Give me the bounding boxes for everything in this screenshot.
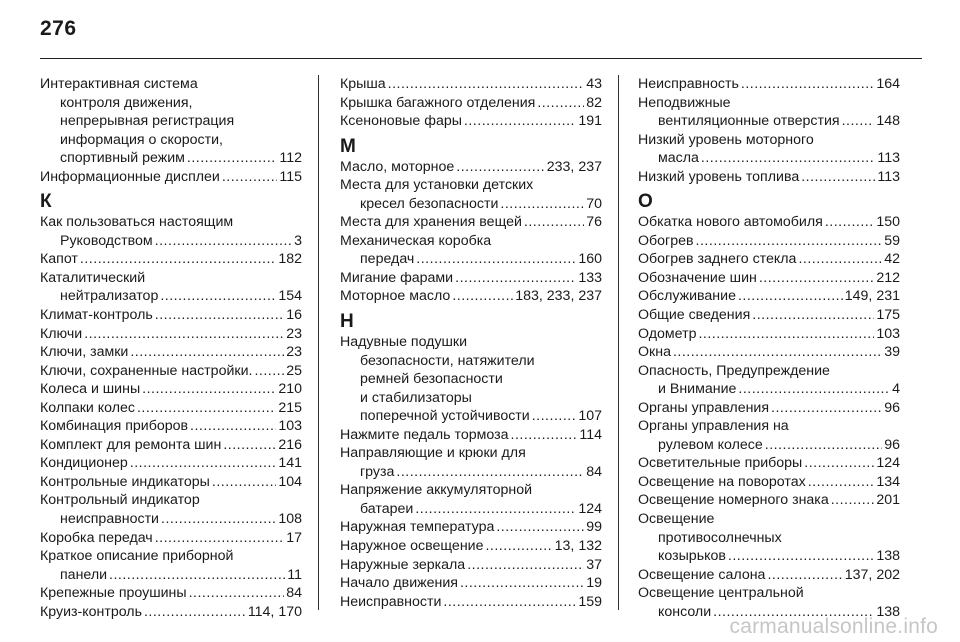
entry-text: и стабилизаторы — [360, 389, 472, 406]
dot-leader — [142, 380, 276, 399]
index-entry[interactable] — [638, 306, 900, 325]
index-entry[interactable] — [40, 473, 302, 492]
entry-text: Контрольный индикатор — [40, 492, 200, 509]
entry-text: Низкий уровень топлива — [638, 168, 800, 185]
entry-text: Краткое описание приборной — [40, 548, 234, 565]
entry-text: груза — [360, 463, 395, 480]
entry-text: Обозначение шин — [638, 269, 757, 286]
dot-leader — [801, 168, 875, 187]
dot-leader — [212, 473, 276, 492]
index-letter-heading: М — [340, 135, 356, 157]
dot-leader — [155, 529, 285, 548]
entry-text: Моторное масло — [340, 288, 451, 305]
dot-leader — [771, 399, 882, 418]
dot-leader — [456, 158, 545, 177]
entry-text: Каталитический — [40, 269, 146, 286]
entry-text: Крышка багажного отделения — [340, 94, 536, 111]
entry-text: Органы управления — [638, 399, 770, 416]
entry-text: Неисправность — [638, 76, 739, 92]
dot-leader — [804, 454, 874, 473]
entry-text: Надувные подушки — [340, 334, 468, 351]
entry-text: непрерывная регистрация — [60, 113, 235, 130]
entry-text: Обслуживание — [638, 288, 736, 305]
page-reference[interactable]: 141 — [278, 455, 302, 472]
page-reference[interactable]: 114 — [579, 426, 602, 443]
dot-leader — [701, 149, 875, 168]
column-divider — [318, 75, 319, 610]
entry-text: Контрольные индикаторы — [40, 473, 210, 490]
entry-text: Капот — [40, 251, 78, 268]
page-reference[interactable]: 114, 170 — [247, 603, 302, 620]
page-reference[interactable]: 113 — [877, 168, 900, 185]
index-entry[interactable] — [340, 518, 602, 537]
entry-text: Комплект для ремонта шин — [40, 436, 222, 453]
page-reference[interactable]: 107 — [578, 408, 602, 425]
page-reference[interactable]: 104 — [278, 473, 302, 490]
entry-text: Окна — [638, 344, 671, 361]
page-reference[interactable]: 134 — [876, 473, 900, 490]
index-entry[interactable] — [638, 566, 900, 585]
entry-text: Освещение номерного знака — [638, 492, 829, 509]
entry-text: панели — [60, 566, 108, 583]
index-entry[interactable] — [340, 556, 602, 575]
entry-text: Обкатка нового автомобиля — [638, 214, 823, 231]
index-entry[interactable] — [340, 333, 602, 426]
page-reference[interactable]: 212 — [876, 269, 900, 286]
entry-text: Органы управления на — [638, 418, 789, 435]
index-column-3 — [638, 75, 900, 621]
entry-text: передач — [360, 251, 415, 268]
index-entry[interactable] — [40, 547, 302, 584]
page-reference[interactable]: 133 — [578, 269, 602, 286]
dot-leader — [759, 269, 875, 288]
page-reference[interactable]: 124 — [876, 455, 900, 472]
page-reference[interactable]: 13, 132 — [554, 538, 602, 555]
page-reference[interactable]: 96 — [884, 399, 900, 416]
entry-text: Крыша — [340, 76, 386, 92]
page-number: 276 — [40, 17, 77, 40]
entry-text: поперечной устойчивости — [360, 408, 530, 425]
dot-leader — [728, 547, 874, 566]
dot-leader — [187, 149, 277, 168]
index-entry[interactable] — [340, 537, 602, 556]
index-column-2 — [340, 75, 602, 611]
dot-leader — [416, 250, 576, 269]
entry-text: Крепежные проушины — [40, 585, 187, 602]
page-reference[interactable]: 4 — [892, 381, 900, 398]
page-reference[interactable]: 160 — [578, 251, 602, 268]
page-reference[interactable]: 137, 202 — [844, 566, 900, 583]
page-reference[interactable]: 70 — [586, 195, 602, 212]
dot-leader — [84, 325, 284, 344]
dot-leader — [452, 287, 513, 306]
page-reference[interactable]: 148 — [876, 113, 900, 130]
index-entry[interactable] — [340, 269, 602, 288]
dot-leader — [831, 491, 875, 510]
index-entry[interactable] — [638, 269, 900, 288]
entry-text: Ксеноновые фары — [340, 113, 462, 130]
page-reference[interactable]: 215 — [278, 399, 302, 416]
index-entry[interactable] — [638, 454, 900, 473]
dot-leader — [500, 195, 584, 214]
entry-text: Кондиционер — [40, 455, 128, 472]
entry-text: Колпаки колес — [40, 399, 135, 416]
dot-leader — [767, 566, 842, 585]
index-entry[interactable] — [638, 362, 900, 399]
dot-leader — [189, 584, 285, 603]
dot-leader — [496, 518, 584, 537]
page-reference[interactable]: 159 — [578, 593, 602, 610]
index-entry[interactable] — [340, 112, 602, 131]
index-entry[interactable] — [340, 593, 602, 612]
dot-leader — [524, 213, 584, 232]
entry-text: Направляющие и крюки для — [340, 445, 526, 462]
dot-leader — [388, 75, 585, 94]
dot-leader — [460, 574, 584, 593]
entry-text: Освещение центральной — [638, 585, 804, 602]
dot-leader — [130, 343, 284, 362]
dot-leader — [741, 75, 874, 94]
page-reference[interactable]: 201 — [876, 492, 900, 509]
dot-leader — [752, 306, 874, 325]
page-reference[interactable]: 154 — [278, 288, 302, 305]
dot-leader — [161, 510, 276, 529]
dot-leader — [698, 325, 874, 344]
index-entry[interactable] — [40, 213, 302, 250]
index-letter-heading: Н — [340, 311, 354, 333]
entry-text: Круиз-контроль — [40, 603, 142, 620]
entry-text: Мигание фарами — [340, 269, 454, 286]
index-entry[interactable] — [40, 168, 302, 187]
index-entry[interactable] — [40, 250, 302, 269]
page-reference[interactable]: 99 — [586, 519, 602, 536]
entry-text: безопасности, натяжители — [360, 352, 535, 369]
page-reference[interactable]: 16 — [286, 307, 302, 324]
page-reference[interactable]: 138 — [876, 548, 900, 565]
page-reference[interactable]: 103 — [278, 418, 302, 435]
index-entry[interactable] — [40, 454, 302, 473]
index-entry[interactable] — [340, 574, 602, 593]
index-entry[interactable] — [40, 306, 302, 325]
page-reference[interactable]: 150 — [876, 214, 900, 231]
dot-leader — [415, 500, 576, 519]
dot-leader — [537, 94, 584, 113]
entry-text: Комбинация приборов — [40, 418, 189, 435]
page-reference[interactable]: 103 — [876, 325, 900, 342]
page-reference[interactable]: 23 — [286, 325, 302, 342]
dot-leader — [137, 399, 276, 418]
index-entry[interactable] — [40, 325, 302, 344]
page-reference[interactable]: 76 — [586, 214, 602, 231]
page-reference[interactable]: 138 — [876, 603, 900, 620]
entry-text: рулевом колесе — [658, 436, 763, 453]
index-entry[interactable] — [340, 444, 602, 481]
entry-text: консоли — [658, 603, 712, 620]
dot-leader — [443, 593, 576, 612]
entry-text: Низкий уровень моторного — [638, 131, 814, 148]
index-entry[interactable] — [40, 269, 302, 306]
index-entry[interactable] — [40, 362, 302, 381]
index-entry[interactable] — [40, 75, 302, 168]
entry-text: Климат-контроль — [40, 307, 153, 324]
entry-text: контроля движения, — [60, 94, 193, 111]
entry-text: Места для установки детских — [340, 177, 534, 194]
index-entry[interactable] — [638, 232, 900, 251]
page-reference[interactable]: 113 — [877, 150, 900, 167]
entry-text: Освещение на поворотах — [638, 473, 806, 490]
column-divider — [618, 75, 619, 610]
page-reference[interactable]: 43 — [586, 76, 602, 92]
entry-text: Обогрев заднего стекла — [638, 251, 797, 268]
index-entry[interactable] — [340, 158, 602, 177]
page-reference[interactable]: 25 — [286, 362, 302, 379]
index-entry[interactable] — [340, 75, 602, 94]
index-entry[interactable] — [638, 94, 900, 131]
page-reference[interactable]: 84 — [586, 463, 602, 480]
index-entry[interactable] — [40, 529, 302, 548]
entry-text: козырьков — [658, 548, 726, 565]
page-reference[interactable]: 124 — [578, 500, 602, 517]
page-reference[interactable]: 175 — [876, 307, 900, 324]
index-entry[interactable] — [638, 213, 900, 232]
page-reference[interactable]: 82 — [586, 94, 602, 111]
index-entry[interactable] — [40, 380, 302, 399]
entry-text: Нажмите педаль тормоза — [340, 426, 509, 443]
entry-text: нейтрализатор — [60, 288, 159, 305]
entry-text: спортивный режим — [60, 150, 185, 167]
index-entry[interactable] — [638, 491, 900, 510]
entry-text: ремней безопасности — [360, 371, 503, 388]
entry-text: вентиляционные отверстия — [658, 113, 840, 130]
dot-leader — [738, 287, 843, 306]
index-entry[interactable] — [340, 287, 602, 306]
entry-text: Колеса и шины — [40, 381, 141, 398]
page-reference[interactable]: 149, 231 — [844, 288, 900, 305]
page-reference[interactable]: 216 — [278, 436, 302, 453]
entry-text: Напряжение аккумуляторной — [340, 482, 533, 499]
page-reference[interactable]: 23 — [286, 344, 302, 361]
index-entry[interactable] — [638, 399, 900, 418]
dot-leader — [673, 343, 882, 362]
index-entry[interactable] — [40, 491, 302, 528]
dot-leader — [825, 213, 875, 232]
index-entry[interactable] — [40, 603, 302, 622]
page-reference[interactable]: 182 — [278, 251, 302, 268]
page-reference[interactable]: 112 — [279, 150, 302, 167]
dot-leader — [396, 463, 584, 482]
entry-text: Наружное освещение — [340, 538, 484, 555]
header-rule — [40, 58, 922, 59]
entry-text: противосолнечных — [658, 529, 782, 546]
dot-leader — [155, 232, 292, 251]
entry-text: Информационные дисплеи — [40, 168, 220, 185]
entry-text: Ключи, сохраненные настройки. — [40, 362, 253, 379]
index-column-1 — [40, 75, 302, 621]
page-reference[interactable]: 42 — [884, 251, 900, 268]
dot-leader — [223, 436, 276, 455]
entry-text: Наружная температура — [340, 519, 495, 536]
index-entry[interactable] — [340, 426, 602, 445]
entry-text: неисправности — [60, 511, 159, 528]
page-reference[interactable]: 11 — [287, 566, 302, 583]
dot-leader — [696, 232, 883, 251]
entry-text: Опасность, Предупреждение — [638, 362, 830, 379]
entry-text: масла — [658, 150, 699, 167]
dot-leader — [455, 269, 576, 288]
index-entry[interactable] — [638, 473, 900, 492]
page-reference[interactable]: 3 — [294, 232, 302, 249]
page-reference[interactable]: 96 — [884, 436, 900, 453]
page-reference[interactable]: 17 — [286, 529, 302, 546]
entry-text: Наружные зеркала — [340, 556, 466, 573]
index-entry[interactable] — [40, 436, 302, 455]
entry-text: Как пользоваться настоящим — [40, 214, 234, 231]
entry-text: Ключи, замки — [40, 344, 129, 361]
page-reference[interactable]: 191 — [578, 113, 602, 130]
entry-text: батареи — [360, 500, 414, 517]
index-entry[interactable] — [638, 325, 900, 344]
entry-text: Коробка передач — [40, 529, 153, 546]
dot-leader — [808, 473, 875, 492]
index-entry[interactable] — [638, 131, 900, 168]
index-entry[interactable] — [40, 343, 302, 362]
entry-text: Освещение — [638, 511, 715, 528]
index-entry[interactable] — [340, 232, 602, 269]
index-entry[interactable] — [340, 213, 602, 232]
entry-text: Неподвижные — [638, 94, 731, 111]
page-reference[interactable]: 108 — [278, 511, 302, 528]
index-letter-heading: К — [40, 191, 52, 213]
entry-text: Неисправности — [340, 593, 442, 610]
entry-text: Руководством — [60, 232, 153, 249]
index-entry[interactable] — [40, 584, 302, 603]
entry-text: Освещение салона — [638, 566, 766, 583]
page-reference[interactable]: 37 — [586, 556, 602, 573]
index-entry[interactable] — [638, 417, 900, 454]
dot-leader — [160, 287, 276, 306]
dot-leader — [464, 112, 576, 131]
index-entry[interactable] — [40, 399, 302, 418]
entry-text: Одометр — [638, 325, 697, 342]
entry-text: Ключи — [40, 325, 83, 342]
entry-text: Места для хранения вещей — [340, 214, 522, 231]
index-entry[interactable] — [638, 75, 900, 94]
dot-leader — [222, 168, 278, 187]
index-entry[interactable] — [340, 176, 602, 213]
entry-text: Начало движения — [340, 575, 458, 592]
page-reference[interactable]: 84 — [286, 585, 302, 602]
index-entry[interactable] — [340, 481, 602, 518]
page-reference[interactable]: 59 — [884, 232, 900, 249]
index-entry[interactable] — [340, 94, 602, 113]
entry-text: и Внимание — [658, 381, 737, 398]
dot-leader — [130, 454, 277, 473]
page-reference[interactable]: 164 — [876, 76, 900, 92]
dot-leader — [485, 537, 552, 556]
dot-leader — [798, 250, 882, 269]
dot-leader — [738, 380, 890, 399]
index-entry[interactable] — [638, 168, 900, 187]
dot-leader — [144, 603, 246, 622]
page-reference[interactable]: 115 — [279, 168, 302, 185]
watermark: carmanualsonline.info — [729, 615, 938, 638]
dot-leader — [842, 112, 875, 131]
page-reference[interactable]: 19 — [586, 575, 602, 592]
dot-leader — [109, 566, 285, 585]
entry-text: информация о скорости, — [60, 131, 223, 148]
page-reference[interactable]: 233, 237 — [546, 158, 602, 175]
dot-leader — [190, 417, 276, 436]
dot-leader — [467, 556, 584, 575]
entry-text: кресел безопасности — [360, 195, 499, 212]
index-entry[interactable] — [40, 417, 302, 436]
dot-leader — [254, 362, 284, 381]
page-reference[interactable]: 183, 233, 237 — [515, 288, 602, 305]
index-entry[interactable] — [638, 287, 900, 306]
dot-leader — [765, 436, 882, 455]
dot-leader — [532, 407, 577, 426]
dot-leader — [511, 426, 578, 445]
entry-text: Осветительные приборы — [638, 455, 803, 472]
index-letter-heading: О — [638, 191, 653, 213]
dot-leader — [155, 306, 284, 325]
page-reference[interactable]: 39 — [884, 344, 900, 361]
entry-text: Общие сведения — [638, 307, 751, 324]
index-entry[interactable] — [638, 250, 900, 269]
entry-text: Обогрев — [638, 232, 694, 249]
page-reference[interactable]: 210 — [278, 381, 302, 398]
dot-leader — [80, 250, 276, 269]
entry-text: Механическая коробка — [340, 232, 492, 249]
entry-text: Интерактивная система — [40, 76, 198, 92]
index-entry[interactable] — [638, 343, 900, 362]
entry-text: Масло, моторное — [340, 158, 455, 175]
index-entry[interactable] — [638, 510, 900, 566]
